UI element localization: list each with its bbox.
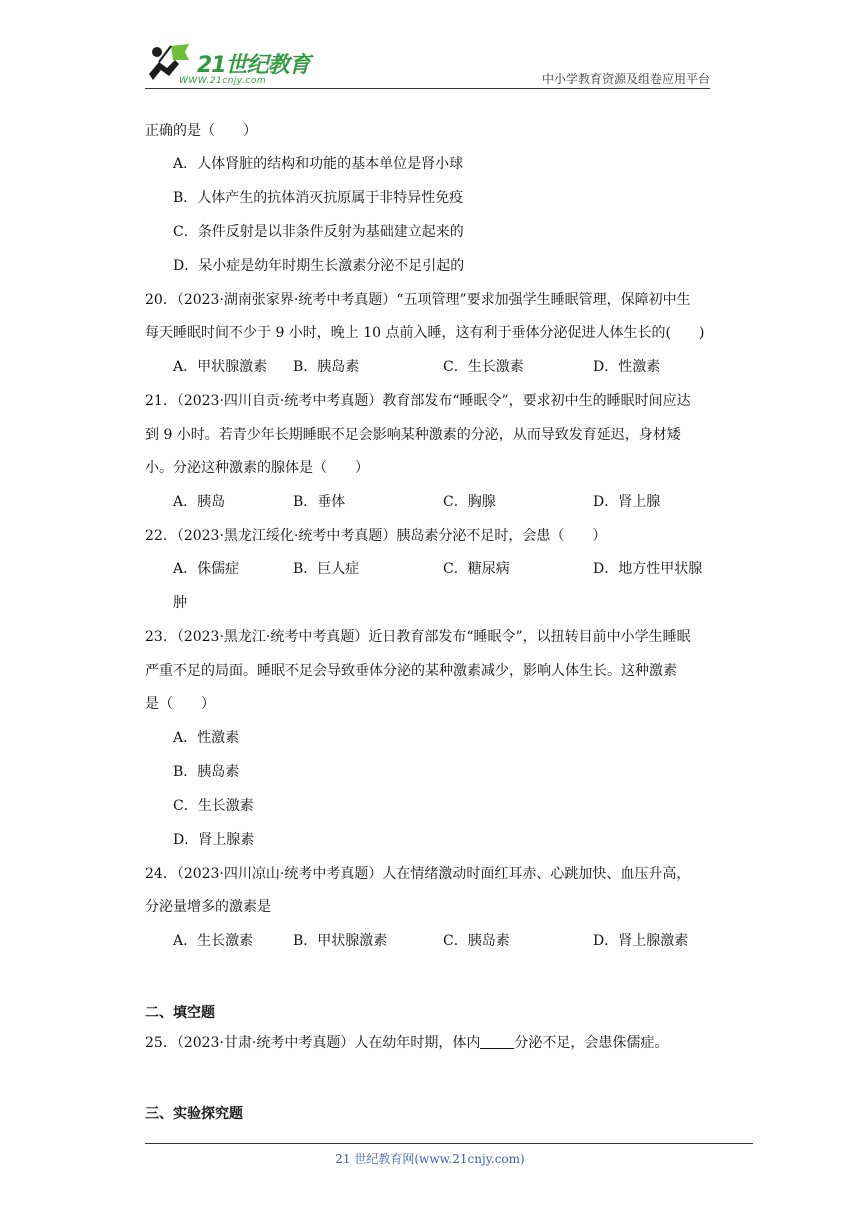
q21-line2: 到 9 小时。若青少年长期睡眠不足会影响某种激素的分泌，从而导致发育延迟，身材矮	[145, 427, 681, 443]
q24-option-d: D．肾上腺激素	[593, 933, 689, 949]
q21-line1: 21．（2023·四川自贡·统考中考真题）教育部发布“睡眠令”，要求初中生的睡眠时间应达	[145, 393, 691, 409]
q24-option-b: B．甲状腺激素	[293, 933, 388, 949]
q20-option-d: D．性激素	[593, 359, 661, 375]
q20-line1: 20．（2023·湖南张家界·统考中考真题）“五项管理”要求加强学生睡眠管理，保障初中生	[145, 292, 691, 308]
q24-line1: 24．（2023·四川凉山·统考中考真题）人在情绪激动时面红耳赤、心跳加快、血压升高，	[145, 866, 691, 882]
q23-line2: 严重不足的局面。睡眠不足会导致垂体分泌的某种激素减少，影响人体生长。这种激素	[145, 663, 677, 679]
q25-after: 分泌不足，会患侏儒症。	[514, 1035, 669, 1051]
q22-option-d: D．地方性甲状腺	[593, 561, 703, 577]
q24-option-c: C．胰岛素	[443, 933, 510, 949]
footer-divider	[145, 1143, 753, 1144]
q19-option-d: D．呆小症是幼年时期生长激素分泌不足引起的	[173, 258, 465, 274]
answer-blank[interactable]	[480, 1034, 514, 1049]
q23-line1: 23．（2023·黑龙江·统考中考真题）近日教育部发布“睡眠令”，以扭转目前中小学生睡眠	[145, 629, 691, 645]
section-fill-blank-title: 二、填空题	[145, 1005, 215, 1021]
footer-link[interactable]: 21 世纪教育网(www.21cnjy.com)	[335, 1152, 525, 1166]
q19-option-b: B．人体产生的抗体消灭抗原属于非特异性免疫	[173, 190, 464, 206]
q23-option-a: A．性激素	[173, 730, 240, 746]
q21-option-a: A．胰岛	[173, 494, 226, 510]
q22-line1: 22．（2023·黑龙江绥化·统考中考真题）胰岛素分泌不足时，会患（ ）	[145, 528, 607, 544]
logo-url: WWW.21cnjy.com	[179, 76, 267, 86]
q20-line2: 每天睡眠时间不少于 9 小时，晚上 10 点前入睡，这有利于垂体分泌促进人体生长的( )	[145, 325, 705, 341]
q19-option-a: A．人体肾脏的结构和功能的基本单位是肾小球	[173, 156, 464, 172]
q19-option-c: C．条件反射是以非条件反射为基础建立起来的	[173, 224, 464, 240]
logo-text: 21世纪教育	[197, 53, 310, 78]
q20-option-c: C．生长激素	[443, 359, 524, 375]
header-divider	[145, 88, 710, 89]
q24-line2: 分泌量增多的激素是	[145, 899, 271, 915]
q24-option-a: A．生长激素	[173, 933, 254, 949]
q23-option-c: C．生长激素	[173, 798, 254, 814]
q25-before: 25．（2023·甘肃·统考中考真题）人在幼年时期，体内	[145, 1035, 481, 1051]
q23-option-d: D．肾上腺素	[173, 832, 255, 848]
q20-option-a: A．甲状腺激素	[173, 359, 268, 375]
q22-option-a: A．侏儒症	[173, 561, 240, 577]
q21-option-c: C．胸腺	[443, 494, 496, 510]
q23-option-b: B．胰岛素	[173, 764, 240, 780]
q19-stem: 正确的是（ ）	[145, 123, 257, 139]
page-header	[145, 40, 710, 92]
q22-option-d-cont: 肿	[173, 595, 187, 611]
q25	[145, 1032, 668, 1052]
q21-line3: 小。分泌这种激素的腺体是（ ）	[145, 460, 369, 476]
q23-line3: 是（ ）	[145, 696, 215, 712]
header-platform-text: 中小学教育资源及组卷应用平台	[541, 72, 710, 86]
q22-option-b: B．巨人症	[293, 561, 360, 577]
q22-option-c: C．糖尿病	[443, 561, 510, 577]
logo	[145, 40, 315, 92]
q21-option-d: D．肾上腺	[593, 494, 661, 510]
q20-option-b: B．胰岛素	[293, 359, 360, 375]
section-experiment-title: 三、实验探究题	[145, 1106, 243, 1122]
q21-option-b: B．垂体	[293, 494, 346, 510]
